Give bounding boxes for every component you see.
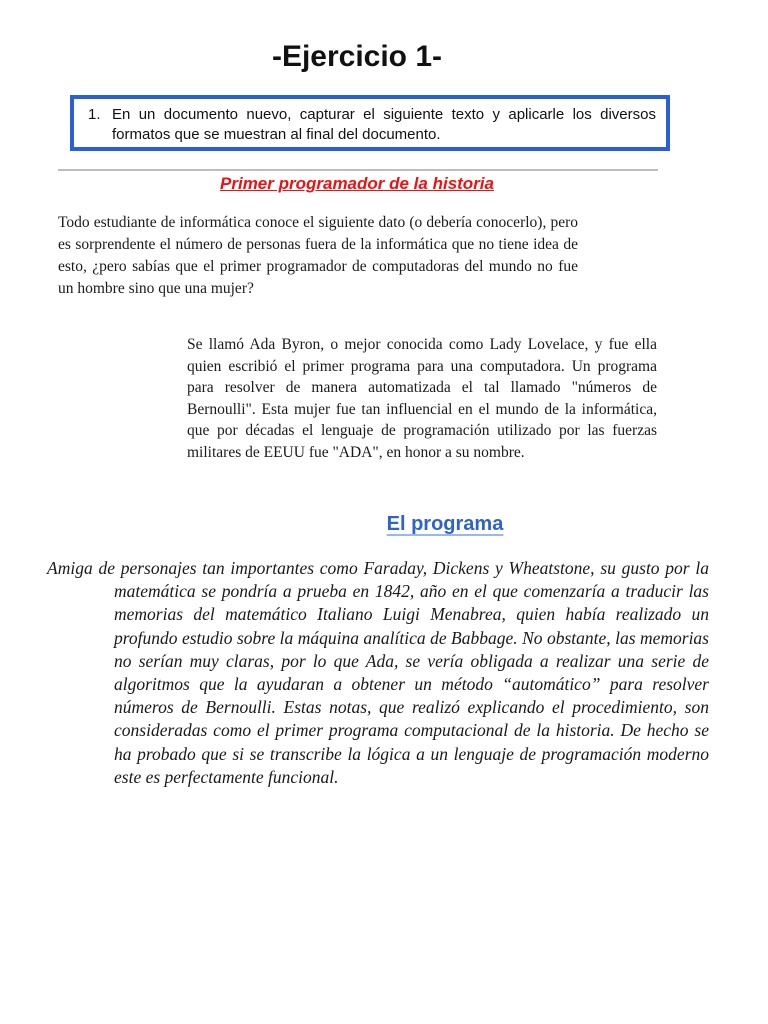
section-heading: El programa bbox=[386, 513, 504, 535]
instruction-box bbox=[70, 95, 670, 151]
indented-paragraph: Se llamó Ada Byron, o mejor conocida como Lady Lovelace, y fue ella quien escribió el primer programa para una computadora. Un programa para resolver de manera automatizada el tal llamado "números de Bernoulli". Esta mujer fue tan influencial en el mundo de la informática, que por décadas el lenguaje de programación utilizado por las fuerzas militares de EEUU fue "ADA", en honor a su nombre. bbox=[187, 336, 657, 461]
instruction-text: En un documento nuevo, capturar el siguiente texto y aplicarle los diversos formatos que se muestran al final del documento. bbox=[112, 106, 656, 143]
document-subtitle: Primer programador de la historia bbox=[220, 174, 494, 193]
intro-paragraph: Todo estudiante de informática conoce el siguiente dato (o debería conocerlo), pero es sorprendente el número de personas fuera de la informática que no tiene idea de esto, ¿pero sabías que el primer programador de computadoras del mundo no fue un hombre sino que una mujer? bbox=[58, 214, 578, 297]
instruction-number: 1. bbox=[88, 106, 101, 123]
page-title: -Ejercicio 1- bbox=[271, 40, 443, 73]
italic-hanging-paragraph: Amiga de personajes tan importantes como Faraday, Dickens y Wheatstone, su gusto por la matemática se pondría a prueba en 1842, año en el que comenzaría a traducir las memorias del matemático Italiano Luigi Menabrea, quien había realizado un profundo estudio sobre la máquina analítica de Babbage. No obstante, las memorias no serían muy claras, por lo que Ada, se vería obligada a realizar una serie de algoritmos que la ayudaran a obtener un método “automático” para resolver números de Bernoulli. Estas notas, que realizó explicando el procedimiento, son consideradas como el primer programa computacional de la historia. De hecho se ha probado que si se transcribe la lógica a un lenguaje de programación moderno este es perfectamente funcional. bbox=[47, 558, 709, 787]
horizontal-divider bbox=[58, 169, 658, 171]
